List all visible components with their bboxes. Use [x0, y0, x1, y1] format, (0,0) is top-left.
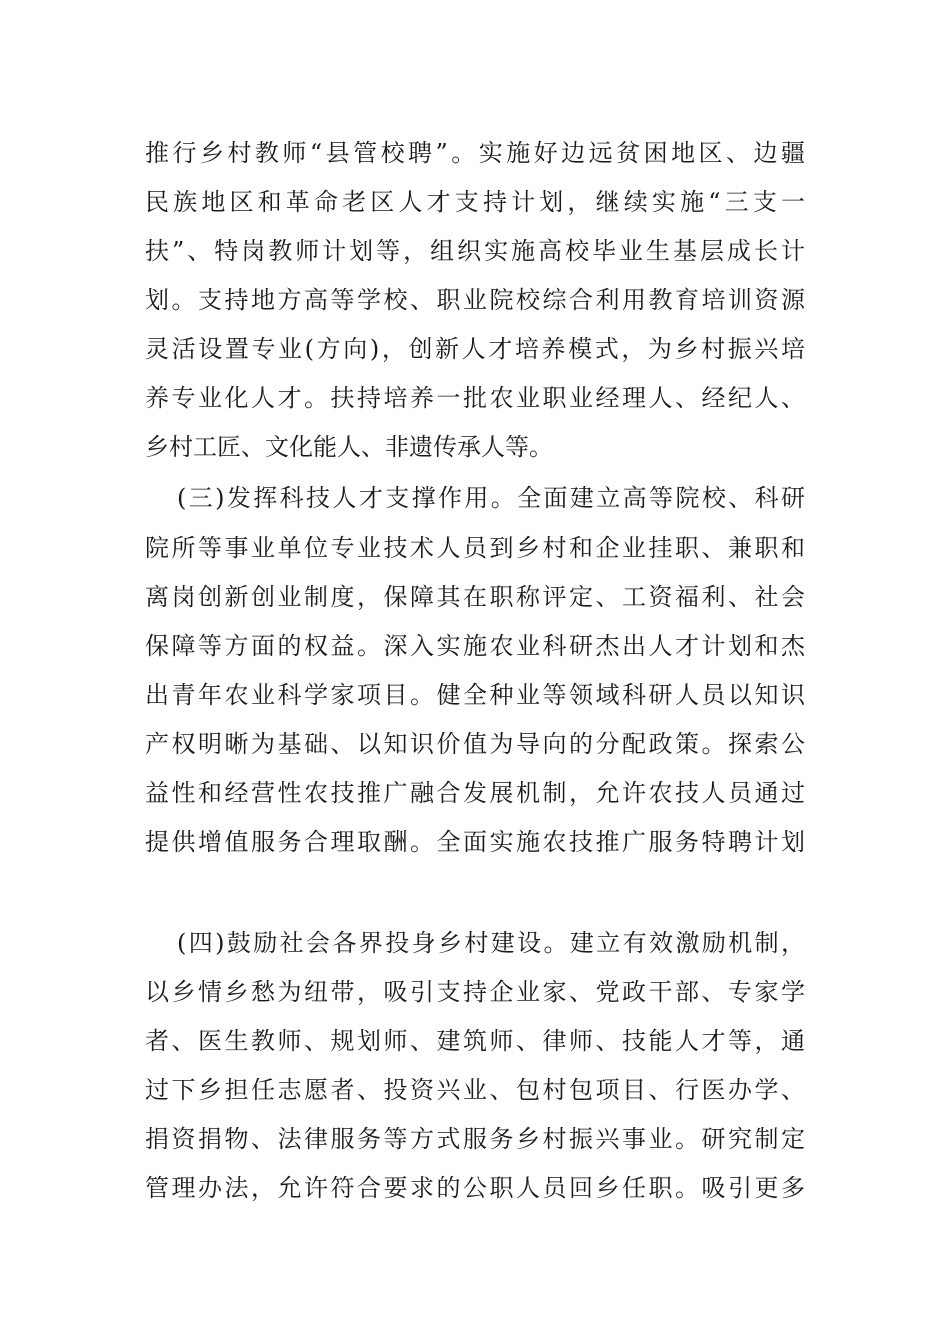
text-line-10: 离岗创新创业制度，保障其在职称评定、工资福利、社会 [145, 583, 805, 611]
text-line-11: 保障等方面的权益。深入实施农业科研杰出人才计划和杰 [145, 632, 805, 660]
text-line-4: 划。支持地方高等学校、职业院校综合利用教育培训资源 [145, 286, 805, 314]
text-line-13: 产权明晰为基础、以知识价值为导向的分配政策。探索公 [145, 730, 805, 758]
text-line-5: 灵活设置专业(方向)，创新人才培养模式，为乡村振兴培 [145, 335, 805, 363]
text-line-20: 捐资捐物、法律服务等方式服务乡村振兴事业。研究制定 [145, 1125, 805, 1153]
text-line-2: 民族地区和革命老区人才支持计划，继续实施“三支一 [145, 188, 805, 216]
text-line-15: 提供增值服务合理取酬。全面实施农技推广服务特聘计划 [145, 828, 805, 856]
text-line-21: 管理办法，允许符合要求的公职人员回乡任职。吸引更多 [145, 1174, 805, 1202]
text-line-12: 出青年农业科学家项目。健全种业等领域科研人员以知识 [145, 681, 805, 709]
section-4-heading-line: (四)鼓励社会各界投身乡村建设。建立有效激励机制， [177, 929, 805, 957]
text-line-19: 过下乡担任志愿者、投资兴业、包村包项目、行医办学、 [145, 1076, 805, 1104]
text-line-18: 者、医生教师、规划师、建筑师、律师、技能人才等，通 [145, 1027, 805, 1055]
text-line-7: 乡村工匠、文化能人、非遗传承人等。 [145, 433, 553, 461]
text-line-14: 益性和经营性农技推广融合发展机制，允许农技人员通过 [145, 779, 805, 807]
text-line-6: 养专业化人才。扶持培养一批农业职业经理人、经纪人、 [145, 384, 805, 412]
text-line-1: 推行乡村教师“县管校聘”。实施好边远贫困地区、边疆 [145, 139, 805, 167]
text-line-17: 以乡情乡愁为纽带，吸引支持企业家、党政干部、专家学 [145, 978, 805, 1006]
text-line-9: 院所等事业单位专业技术人员到乡村和企业挂职、兼职和 [145, 534, 805, 562]
text-line-3: 扶”、特岗教师计划等，组织实施高校毕业生基层成长计 [145, 237, 805, 265]
section-3-heading-line: (三)发挥科技人才支撑作用。全面建立高等院校、科研 [177, 484, 805, 512]
